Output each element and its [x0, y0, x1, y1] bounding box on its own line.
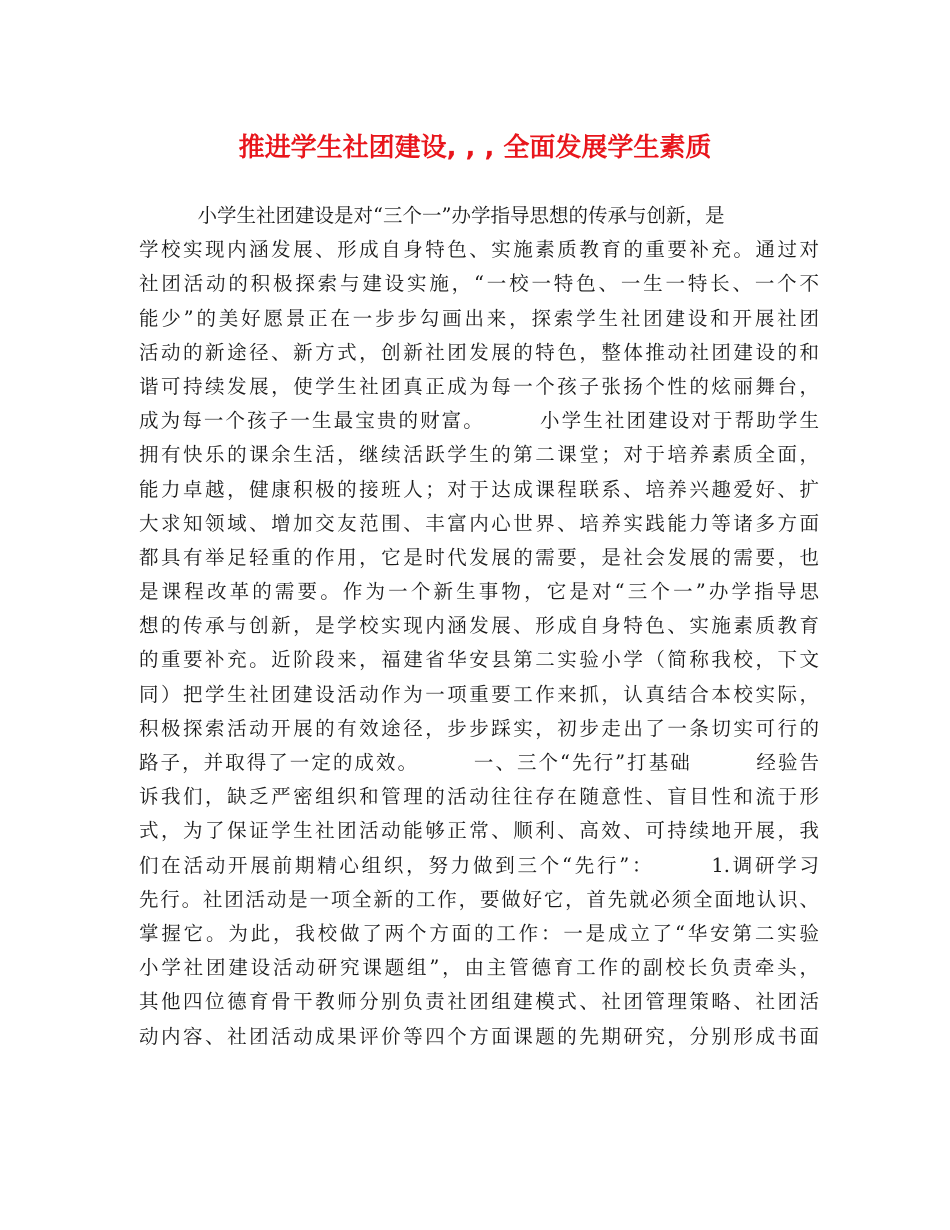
paragraph-line: 掌握它。为此，我校做了两个方面的工作：一是成立了“华安第二实验: [139, 921, 819, 945]
paragraph-line: 积极探索活动开展的有效途径，步步踩实，初步走出了一条切实可行的: [139, 716, 819, 740]
paragraph-line: 拥有快乐的课余生活，继续活跃学生的第二课堂；对于培养素质全面，: [139, 443, 819, 467]
paragraph-line: 都具有举足轻重的作用，它是时代发展的需要，是社会发展的需要，也: [139, 545, 819, 569]
paragraph-line: 社团活动的积极探索与建设实施，“一校一特色、一生一特长、一个不: [139, 272, 819, 296]
paragraph-line: 能力卓越，健康积极的接班人；对于达成课程联系、培养兴趣爱好、扩: [139, 477, 819, 501]
paragraph-line: 同）把学生社团建设活动作为一项重要工作来抓，认真结合本校实际，: [139, 682, 819, 706]
paragraph-line: 大求知领域、增加交友范围、丰富内心世界、培养实践能力等诸多方面: [139, 511, 819, 535]
paragraph-line: 能少”的美好愿景正在一步步勾画出来，探索学生社团建设和开展社团: [139, 306, 819, 330]
paragraph-line: 活动的新途径、新方式，创新社团发展的特色，整体推动社团建设的和: [139, 340, 819, 364]
paragraph-line: 想的传承与创新，是学校实现内涵发展、形成自身特色、实施素质教育: [139, 614, 819, 638]
paragraph-line: 其他四位德育骨干教师分别负责社团组建模式、社团管理策略、社团活: [139, 990, 819, 1014]
paragraph-line: 路子，并取得了一定的成效。 一、三个“先行”打基础 经验告: [139, 751, 819, 774]
paragraph-line: 们在活动开展前期精心组织，努力做到三个“先行”： 1.调研学习: [139, 853, 819, 877]
paragraph-line: 动内容、社团活动成果评价等四个方面课题的先期研究，分别形成书面: [139, 1024, 819, 1048]
document-title: 推进学生社团建设, , , 全面发展学生素质: [238, 133, 712, 163]
paragraph-line: 成为每一个孩子一生最宝贵的财富。 小学生社团建设对于帮助学生: [139, 409, 819, 433]
paragraph-line: 式，为了保证学生社团活动能够正常、顺利、高效、可持续地开展，我: [139, 819, 819, 843]
paragraph-line: 诉我们，缺乏严密组织和管理的活动往往存在随意性、盲目性和流于形: [139, 785, 819, 809]
paragraph-line: 学校实现内涵发展、形成自身特色、实施素质教育的重要补充。通过对: [139, 238, 819, 262]
paragraph-line: 是课程改革的需要。作为一个新生事物，它是对“三个一”办学指导思: [139, 580, 819, 604]
document-body: [139, 199, 819, 1054]
paragraph-line: 的重要补充。近阶段来，福建省华安县第二实验小学（简称我校，下文: [139, 648, 819, 672]
paragraph-line: 小学生社团建设是对“三个一”办学指导思想的传承与创新，是: [139, 204, 725, 227]
paragraph-line: 小学社团建设活动研究课题组”，由主管德育工作的副校长负责牵头，: [139, 956, 819, 980]
paragraph-line: 先行。社团活动是一项全新的工作，要做好它，首先就必须全面地认识、: [139, 887, 819, 911]
paragraph-line: 谐可持续发展，使学生社团真正成为每一个孩子张扬个性的炫丽舞台，: [139, 374, 819, 398]
